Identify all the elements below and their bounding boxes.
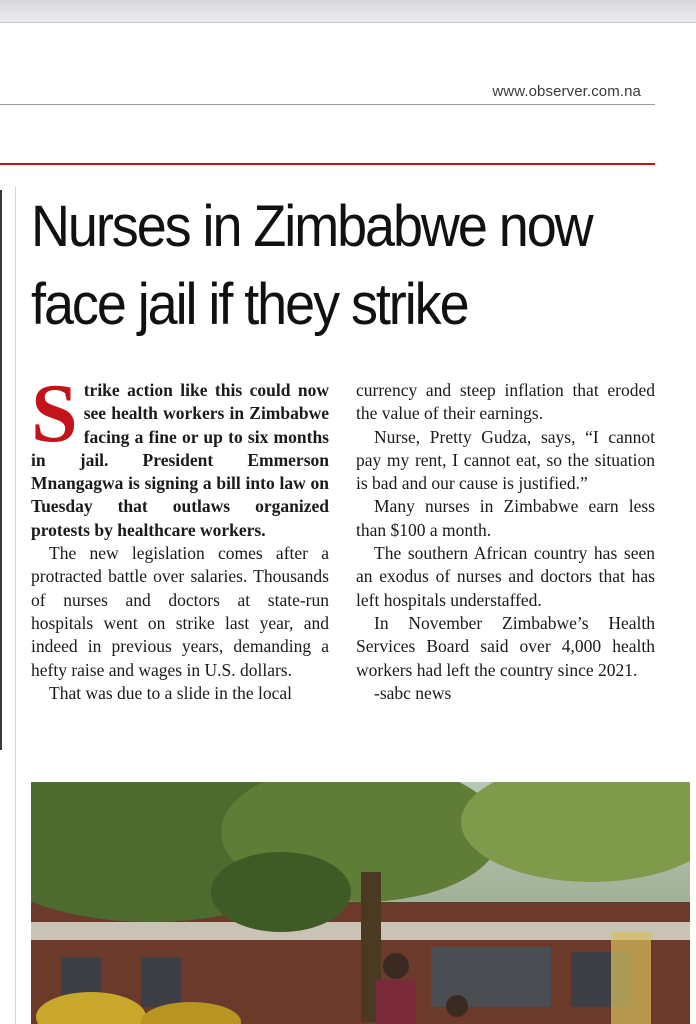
body-paragraph: The southern African country has seen an exodus of nurses and doctors that has left hospitals understaffed. — [356, 543, 655, 610]
lead-text: trike action like this could now see health workers in Zimbabwe facing a fine or up to six months in jail. President Emmerson Mnangagwa is signing a bill into law on Tuesday that outlaws organized protests by healthcare workers. — [31, 380, 329, 540]
article-headline: Nurses in Zimbabwe now face jail if they strike — [31, 194, 592, 337]
drop-cap: S — [31, 367, 78, 460]
browser-top-bar — [0, 0, 696, 23]
article-column-right — [356, 379, 655, 705]
column-divider — [15, 186, 16, 1024]
body-paragraph: The new legislation comes after a protracted battle over salaries. Thousands of nurses and doctors at state-run hospitals went on strike last year, and indeed in previous years, demanding a hefty raise and wages in U.S. dollars. — [31, 543, 329, 680]
article-signoff: -sabc news — [374, 682, 452, 703]
body-paragraph: Many nurses in Zimbabwe earn less than $100 a month. — [356, 496, 655, 540]
section-red-rule — [0, 163, 655, 165]
hospital-scene-image — [31, 782, 690, 1024]
body-paragraph-continued: currency and steep inflation that eroded the value of their earnings. — [356, 380, 655, 424]
body-paragraph: In November Zimbabwe’s Health Services Board said over 4,000 health workers had left the country since 2021. — [356, 612, 655, 680]
source-url[interactable]: www.observer.com.na — [492, 83, 641, 100]
article-photo — [31, 782, 690, 1024]
body-paragraph-split — [31, 682, 329, 705]
body-paragraph: Nurse, Pretty Gudza, says, “I cannot pay my rent, I cannot eat, so the situation is bad and our cause is justified.” — [356, 426, 655, 494]
lead-paragraph — [31, 367, 329, 542]
previous-column-edge — [0, 190, 2, 750]
article-column-left — [31, 367, 329, 705]
split-paragraph-part: That was due to a slide in the local — [49, 682, 292, 703]
header-divider — [0, 104, 655, 105]
